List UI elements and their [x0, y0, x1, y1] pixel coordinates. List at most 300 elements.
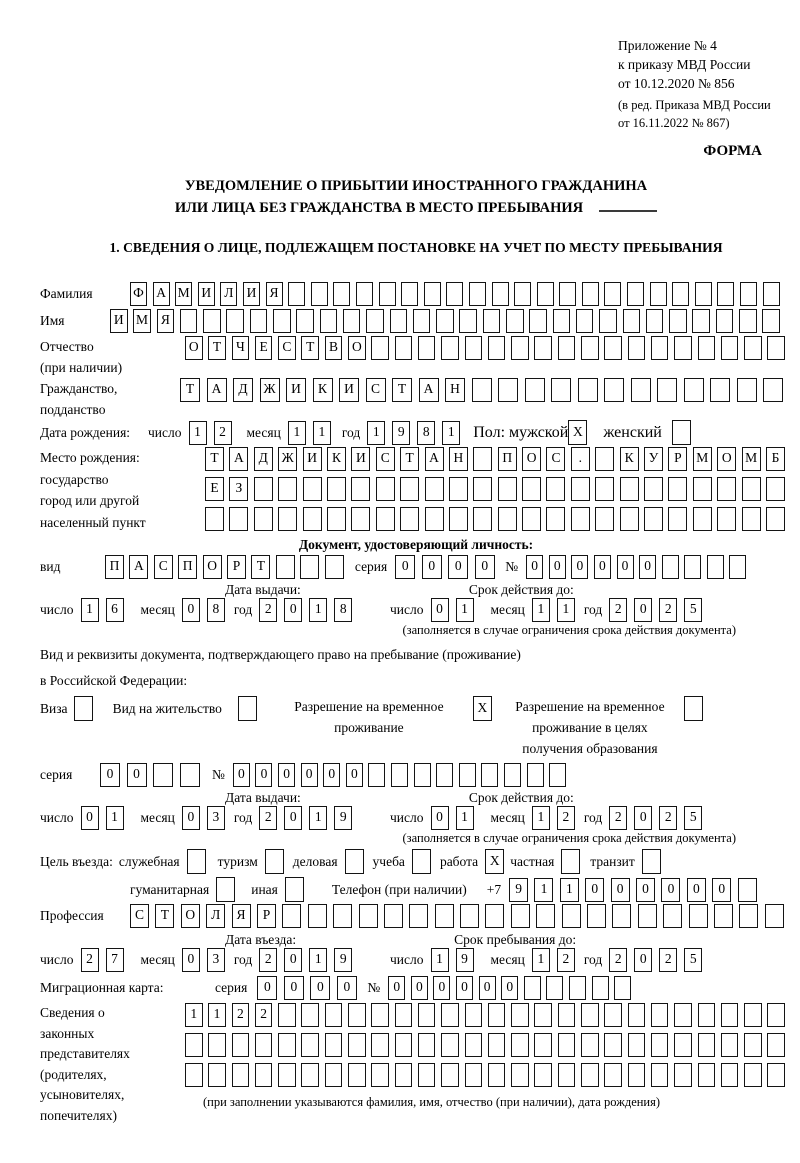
char-box[interactable] — [674, 1003, 692, 1027]
char-box[interactable]: С — [130, 904, 149, 928]
char-box[interactable] — [232, 1033, 250, 1057]
char-box[interactable] — [511, 1063, 529, 1087]
char-box[interactable]: 1 — [456, 806, 474, 830]
char-box[interactable]: Л — [206, 904, 225, 928]
char-box[interactable] — [623, 309, 641, 333]
char-box[interactable]: 5 — [684, 598, 702, 622]
char-box[interactable] — [529, 309, 547, 333]
char-box[interactable]: И — [286, 378, 306, 402]
char-box[interactable] — [551, 378, 571, 402]
char-box[interactable] — [710, 378, 730, 402]
char-box[interactable] — [418, 1033, 436, 1057]
purpose-checkbox-humanitarian[interactable] — [216, 877, 235, 902]
char-box[interactable]: 2 — [557, 948, 575, 972]
char-box[interactable]: Т — [205, 447, 224, 471]
char-box[interactable]: 3 — [207, 948, 225, 972]
char-box[interactable]: 0 — [479, 976, 496, 1000]
char-box[interactable] — [657, 378, 677, 402]
char-box[interactable]: У — [644, 447, 663, 471]
char-box[interactable] — [303, 477, 322, 501]
char-box[interactable] — [441, 1033, 459, 1057]
char-box[interactable] — [628, 1003, 646, 1027]
char-box[interactable]: 1 — [313, 421, 331, 445]
char-box[interactable] — [488, 1003, 506, 1027]
char-box[interactable] — [327, 507, 346, 531]
char-box[interactable]: Р — [227, 555, 246, 579]
char-box[interactable] — [351, 507, 370, 531]
char-box[interactable] — [376, 507, 395, 531]
char-box[interactable] — [767, 1063, 785, 1087]
char-box[interactable]: Д — [233, 378, 253, 402]
char-box[interactable]: Я — [157, 309, 175, 333]
char-box[interactable] — [205, 507, 224, 531]
char-box[interactable] — [707, 555, 724, 579]
char-box[interactable] — [674, 1063, 692, 1087]
char-box[interactable]: 0 — [448, 555, 468, 579]
char-box[interactable]: 5 — [684, 806, 702, 830]
purpose-checkbox-business[interactable] — [345, 849, 364, 874]
char-box[interactable]: 0 — [255, 763, 272, 787]
char-box[interactable] — [767, 1003, 785, 1027]
char-box[interactable]: Ж — [260, 378, 280, 402]
char-box[interactable]: М — [693, 447, 712, 471]
char-box[interactable] — [651, 1003, 669, 1027]
char-box[interactable] — [604, 378, 624, 402]
char-box[interactable] — [604, 1063, 622, 1087]
char-box[interactable]: 0 — [182, 806, 200, 830]
char-box[interactable] — [414, 763, 431, 787]
char-box[interactable] — [595, 477, 614, 501]
char-box[interactable]: М — [175, 282, 192, 306]
char-box[interactable] — [524, 976, 541, 1000]
char-box[interactable]: П — [105, 555, 124, 579]
char-box[interactable]: Н — [449, 447, 468, 471]
char-box[interactable] — [684, 378, 704, 402]
char-box[interactable] — [436, 309, 454, 333]
char-box[interactable] — [581, 1003, 599, 1027]
char-box[interactable] — [506, 309, 524, 333]
char-box[interactable] — [511, 1033, 529, 1057]
char-box[interactable] — [435, 904, 454, 928]
char-box[interactable] — [301, 1003, 319, 1027]
char-box[interactable] — [325, 1063, 343, 1087]
char-box[interactable]: Д — [254, 447, 273, 471]
form-number-blank[interactable] — [599, 198, 657, 212]
char-box[interactable] — [669, 309, 687, 333]
char-box[interactable]: К — [327, 447, 346, 471]
char-box[interactable]: Ч — [232, 336, 250, 360]
char-box[interactable]: 0 — [100, 763, 120, 787]
char-box[interactable]: 2 — [609, 806, 627, 830]
char-box[interactable]: 2 — [259, 598, 277, 622]
char-box[interactable] — [488, 1063, 506, 1087]
char-box[interactable]: 9 — [392, 421, 410, 445]
char-box[interactable]: М — [742, 447, 761, 471]
char-box[interactable]: П — [498, 447, 517, 471]
char-box[interactable] — [762, 309, 780, 333]
char-box[interactable] — [308, 904, 327, 928]
char-box[interactable]: А — [129, 555, 148, 579]
char-box[interactable]: Я — [266, 282, 283, 306]
char-box[interactable]: 1 — [367, 421, 385, 445]
char-box[interactable]: С — [278, 336, 296, 360]
char-box[interactable]: 1 — [185, 1003, 203, 1027]
char-box[interactable] — [558, 336, 576, 360]
sex-male-checkbox[interactable]: X — [568, 420, 587, 445]
char-box[interactable] — [376, 477, 395, 501]
char-box[interactable] — [472, 378, 492, 402]
char-box[interactable] — [549, 763, 566, 787]
char-box[interactable]: 0 — [127, 763, 147, 787]
purpose-checkbox-private[interactable] — [561, 849, 580, 874]
char-box[interactable] — [721, 1003, 739, 1027]
char-box[interactable] — [695, 282, 712, 306]
char-box[interactable] — [744, 1033, 762, 1057]
char-box[interactable]: 1 — [534, 878, 553, 902]
char-box[interactable] — [737, 378, 757, 402]
char-box[interactable] — [650, 282, 667, 306]
char-box[interactable] — [674, 336, 692, 360]
char-box[interactable]: 1 — [106, 806, 124, 830]
residence-permit-checkbox[interactable] — [238, 696, 257, 721]
char-box[interactable] — [371, 1003, 389, 1027]
char-box[interactable] — [738, 878, 757, 902]
char-box[interactable]: 2 — [659, 806, 677, 830]
char-box[interactable] — [546, 477, 565, 501]
char-box[interactable]: С — [366, 378, 386, 402]
char-box[interactable] — [644, 507, 663, 531]
char-box[interactable] — [400, 477, 419, 501]
char-box[interactable] — [418, 1063, 436, 1087]
char-box[interactable]: 6 — [106, 598, 124, 622]
char-box[interactable] — [592, 976, 609, 1000]
char-box[interactable] — [534, 1033, 552, 1057]
char-box[interactable] — [527, 763, 544, 787]
temp-permit-edu-checkbox[interactable] — [684, 696, 703, 721]
char-box[interactable] — [638, 904, 657, 928]
char-box[interactable]: 0 — [233, 763, 250, 787]
purpose-checkbox-other[interactable] — [285, 877, 304, 902]
char-box[interactable] — [599, 309, 617, 333]
char-box[interactable] — [425, 477, 444, 501]
char-box[interactable] — [631, 378, 651, 402]
char-box[interactable] — [449, 477, 468, 501]
char-box[interactable]: Ж — [278, 447, 297, 471]
char-box[interactable]: 2 — [259, 806, 277, 830]
char-box[interactable] — [744, 336, 762, 360]
char-box[interactable] — [729, 555, 746, 579]
char-box[interactable] — [559, 282, 576, 306]
char-box[interactable] — [498, 378, 518, 402]
char-box[interactable]: К — [620, 447, 639, 471]
char-box[interactable] — [595, 507, 614, 531]
char-box[interactable] — [546, 976, 563, 1000]
char-box[interactable] — [716, 309, 734, 333]
char-box[interactable]: 9 — [456, 948, 474, 972]
char-box[interactable]: И — [110, 309, 128, 333]
char-box[interactable] — [767, 336, 785, 360]
char-box[interactable] — [395, 1033, 413, 1057]
char-box[interactable] — [250, 309, 268, 333]
char-box[interactable] — [459, 309, 477, 333]
char-box[interactable]: 0 — [278, 763, 295, 787]
char-box[interactable] — [180, 763, 200, 787]
char-box[interactable] — [620, 477, 639, 501]
char-box[interactable] — [662, 555, 679, 579]
char-box[interactable]: 1 — [309, 948, 327, 972]
char-box[interactable] — [418, 336, 436, 360]
char-box[interactable]: 9 — [334, 948, 352, 972]
char-box[interactable] — [278, 507, 297, 531]
char-box[interactable] — [537, 282, 554, 306]
char-box[interactable]: 0 — [549, 555, 566, 579]
char-box[interactable] — [581, 1033, 599, 1057]
char-box[interactable] — [651, 336, 669, 360]
char-box[interactable]: 1 — [309, 806, 327, 830]
char-box[interactable]: В — [325, 336, 343, 360]
char-box[interactable]: 0 — [634, 598, 652, 622]
char-box[interactable] — [449, 507, 468, 531]
char-box[interactable]: О — [181, 904, 200, 928]
purpose-checkbox-work[interactable]: X — [485, 849, 504, 874]
char-box[interactable]: Т — [400, 447, 419, 471]
char-box[interactable]: 2 — [609, 598, 627, 622]
char-box[interactable] — [473, 477, 492, 501]
char-box[interactable] — [351, 477, 370, 501]
char-box[interactable]: О — [203, 555, 222, 579]
char-box[interactable]: Б — [766, 447, 785, 471]
char-box[interactable] — [153, 763, 173, 787]
char-box[interactable] — [604, 1003, 622, 1027]
char-box[interactable] — [481, 763, 498, 787]
char-box[interactable] — [628, 1033, 646, 1057]
char-box[interactable]: . — [571, 447, 590, 471]
char-box[interactable] — [668, 477, 687, 501]
char-box[interactable] — [742, 507, 761, 531]
char-box[interactable]: 5 — [684, 948, 702, 972]
char-box[interactable] — [668, 507, 687, 531]
char-box[interactable] — [483, 309, 501, 333]
char-box[interactable]: 0 — [661, 878, 680, 902]
char-box[interactable]: Т — [155, 904, 174, 928]
char-box[interactable] — [226, 309, 244, 333]
char-box[interactable]: 1 — [560, 878, 579, 902]
char-box[interactable] — [534, 1063, 552, 1087]
char-box[interactable]: 7 — [106, 948, 124, 972]
char-box[interactable] — [303, 507, 322, 531]
char-box[interactable]: И — [243, 282, 260, 306]
char-box[interactable]: 0 — [639, 555, 656, 579]
char-box[interactable]: 8 — [207, 598, 225, 622]
char-box[interactable] — [765, 904, 784, 928]
char-box[interactable] — [395, 336, 413, 360]
char-box[interactable]: 2 — [232, 1003, 250, 1027]
char-box[interactable]: 2 — [81, 948, 99, 972]
char-box[interactable]: 1 — [442, 421, 460, 445]
char-box[interactable] — [366, 309, 384, 333]
char-box[interactable] — [208, 1063, 226, 1087]
char-box[interactable]: 2 — [557, 806, 575, 830]
char-box[interactable]: Р — [257, 904, 276, 928]
char-box[interactable] — [644, 477, 663, 501]
char-box[interactable] — [254, 477, 273, 501]
char-box[interactable] — [766, 507, 785, 531]
char-box[interactable]: 1 — [456, 598, 474, 622]
char-box[interactable]: 2 — [259, 948, 277, 972]
char-box[interactable]: Т — [301, 336, 319, 360]
char-box[interactable]: С — [546, 447, 565, 471]
char-box[interactable]: 0 — [712, 878, 731, 902]
char-box[interactable] — [651, 1033, 669, 1057]
char-box[interactable]: 2 — [659, 948, 677, 972]
char-box[interactable]: Т — [392, 378, 412, 402]
char-box[interactable]: 0 — [284, 806, 302, 830]
char-box[interactable] — [343, 309, 361, 333]
char-box[interactable]: 0 — [284, 948, 302, 972]
char-box[interactable] — [325, 555, 344, 579]
char-box[interactable] — [742, 477, 761, 501]
char-box[interactable] — [390, 309, 408, 333]
char-box[interactable]: 0 — [310, 976, 330, 1000]
char-box[interactable] — [717, 507, 736, 531]
char-box[interactable] — [254, 507, 273, 531]
char-box[interactable]: 0 — [634, 948, 652, 972]
char-box[interactable] — [739, 904, 758, 928]
char-box[interactable]: 0 — [634, 806, 652, 830]
char-box[interactable] — [459, 763, 476, 787]
char-box[interactable] — [395, 1063, 413, 1087]
char-box[interactable]: 0 — [388, 976, 405, 1000]
char-box[interactable]: 0 — [475, 555, 495, 579]
char-box[interactable] — [525, 378, 545, 402]
char-box[interactable]: 0 — [585, 878, 604, 902]
char-box[interactable]: К — [313, 378, 333, 402]
char-box[interactable]: О — [185, 336, 203, 360]
char-box[interactable]: И — [303, 447, 322, 471]
char-box[interactable] — [413, 309, 431, 333]
char-box[interactable]: 1 — [557, 598, 575, 622]
char-box[interactable] — [473, 507, 492, 531]
char-box[interactable] — [511, 336, 529, 360]
char-box[interactable]: А — [425, 447, 444, 471]
char-box[interactable] — [371, 336, 389, 360]
char-box[interactable] — [522, 477, 541, 501]
char-box[interactable]: 0 — [431, 806, 449, 830]
char-box[interactable] — [740, 282, 757, 306]
char-box[interactable] — [628, 336, 646, 360]
char-box[interactable] — [717, 282, 734, 306]
char-box[interactable] — [693, 477, 712, 501]
char-box[interactable] — [359, 904, 378, 928]
char-box[interactable] — [325, 1033, 343, 1057]
char-box[interactable] — [492, 282, 509, 306]
char-box[interactable] — [288, 282, 305, 306]
char-box[interactable] — [278, 1063, 296, 1087]
char-box[interactable] — [441, 1003, 459, 1027]
purpose-checkbox-transit[interactable] — [642, 849, 661, 874]
char-box[interactable] — [612, 904, 631, 928]
char-box[interactable]: О — [522, 447, 541, 471]
char-box[interactable] — [400, 507, 419, 531]
char-box[interactable] — [425, 507, 444, 531]
char-box[interactable]: 0 — [687, 878, 706, 902]
visa-checkbox[interactable] — [74, 696, 93, 721]
char-box[interactable] — [698, 336, 716, 360]
char-box[interactable] — [356, 282, 373, 306]
char-box[interactable]: Т — [208, 336, 226, 360]
char-box[interactable] — [511, 1003, 529, 1027]
char-box[interactable]: 0 — [636, 878, 655, 902]
char-box[interactable] — [379, 282, 396, 306]
char-box[interactable] — [689, 904, 708, 928]
char-box[interactable] — [744, 1063, 762, 1087]
char-box[interactable]: 1 — [309, 598, 327, 622]
char-box[interactable] — [587, 904, 606, 928]
char-box[interactable] — [604, 282, 621, 306]
char-box[interactable]: О — [348, 336, 366, 360]
char-box[interactable]: И — [351, 447, 370, 471]
char-box[interactable] — [441, 1063, 459, 1087]
purpose-checkbox-tourism[interactable] — [265, 849, 284, 874]
char-box[interactable] — [348, 1063, 366, 1087]
char-box[interactable] — [534, 336, 552, 360]
char-box[interactable] — [763, 378, 783, 402]
char-box[interactable] — [692, 309, 710, 333]
char-box[interactable] — [651, 1063, 669, 1087]
char-box[interactable]: Н — [445, 378, 465, 402]
char-box[interactable]: 0 — [526, 555, 543, 579]
char-box[interactable] — [273, 309, 291, 333]
char-box[interactable] — [534, 1003, 552, 1027]
char-box[interactable]: Р — [668, 447, 687, 471]
char-box[interactable] — [301, 1063, 319, 1087]
char-box[interactable] — [436, 763, 453, 787]
char-box[interactable] — [569, 976, 586, 1000]
char-box[interactable] — [333, 282, 350, 306]
char-box[interactable] — [282, 904, 301, 928]
char-box[interactable] — [473, 447, 492, 471]
char-box[interactable] — [229, 507, 248, 531]
char-box[interactable] — [571, 477, 590, 501]
char-box[interactable] — [395, 1003, 413, 1027]
char-box[interactable] — [553, 309, 571, 333]
char-box[interactable] — [203, 309, 221, 333]
char-box[interactable] — [558, 1033, 576, 1057]
char-box[interactable]: Л — [220, 282, 237, 306]
char-box[interactable]: 0 — [81, 806, 99, 830]
char-box[interactable] — [766, 477, 785, 501]
char-box[interactable] — [614, 976, 631, 1000]
char-box[interactable]: Т — [180, 378, 200, 402]
char-box[interactable] — [739, 309, 757, 333]
char-box[interactable]: М — [133, 309, 151, 333]
char-box[interactable] — [698, 1033, 716, 1057]
char-box[interactable]: 0 — [395, 555, 415, 579]
char-box[interactable]: 0 — [284, 598, 302, 622]
char-box[interactable]: 1 — [81, 598, 99, 622]
char-box[interactable] — [255, 1033, 273, 1057]
char-box[interactable] — [391, 763, 408, 787]
char-box[interactable] — [409, 904, 428, 928]
char-box[interactable] — [717, 477, 736, 501]
char-box[interactable] — [595, 447, 614, 471]
char-box[interactable] — [485, 904, 504, 928]
char-box[interactable] — [446, 282, 463, 306]
char-box[interactable]: 2 — [255, 1003, 273, 1027]
char-box[interactable] — [278, 477, 297, 501]
char-box[interactable]: 8 — [334, 598, 352, 622]
char-box[interactable] — [325, 1003, 343, 1027]
